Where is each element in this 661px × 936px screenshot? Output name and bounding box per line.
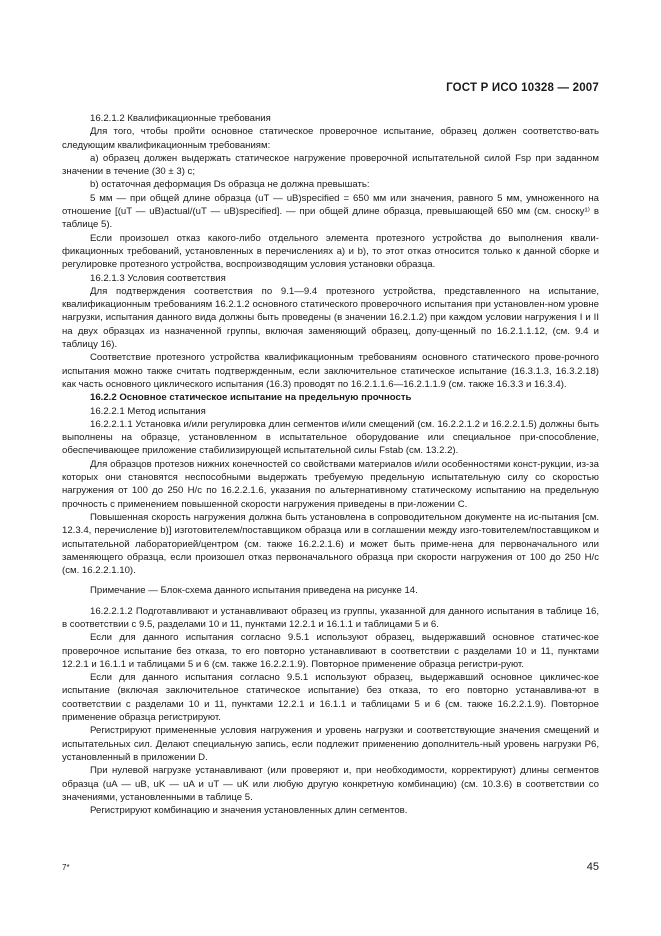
paragraph: 5 мм — при общей длине образца (uT — uB)specified = 650 мм или значения, равного 5 мм, умноженного на отношение [(uT — uB)actual/(uT — uB)specified]. — при общей длине образца, превышающей 650 мм (см. сноску¹⁾ в таблице 5). — [62, 192, 599, 231]
note: Примечание — Блок-схема данного испытания приведена на рисунке 14. — [90, 585, 418, 597]
sheet-mark: 7* — [62, 863, 70, 872]
paragraph: Регистрируют примененные условия нагружения и уровень нагрузки и соответствующие значения смещений и испытательных сил. Делают специальную запись, если подлежит применению дополнитель-ный уровень нагрузки P6, установленный в приложении D. — [62, 725, 599, 763]
page-number: 45 — [586, 861, 599, 873]
paragraph: 16.2.2.1.1 Установка и/или регулировка длин сегментов и/или смещений (см. 16.2.2.1.2 и 16.2.2.1.5) должны быть выполнены на образце, установленном в испытательное оборудование или специальное при-способление, обеспечивающее приложение стабилизирующей испытательной силы Fstab (см. 13.2.2). — [62, 418, 599, 457]
paragraph: Если для данного испытания согласно 9.5.1 используют образец, выдержавший основное цикличес-кое испытание (включая заключительное статическое испытание) без отказа, то его повторно устанавлива-ют в соответствии с разделами 10 и 11, пунктами 12.2.1 и 16.1.1 и таблицами 5 и 6 (см. также 16.2.2.1.9). Повторное применение образца регистрируют. — [62, 672, 599, 724]
paragraph: Для образцов протезов нижних конечностей со свойствами материалов и/или особенностями конст-рукции, из-за которых они становятся неспособными выдержать требуемую предельную испытательную силу со скоростью нагружения от 100 до 250 Н/с по 16.2.2.1.6, указания по альтернативному статическому испытанию на предельную прочность с применением повышенной скорости нагружения приведены в при-ложении С. — [62, 458, 599, 510]
document-header: ГОСТ Р ИСО 10328 — 2007 — [446, 82, 599, 94]
paragraph: Соответствие протезного устройства квалификационным требованиям основного статического прове-рочного испытания можно также считать подтвержденным, если заключительное статическое испытание (16.3.1.3, 16.3.2.18) как часть основного циклического испытания (16.3) проводят по 16.2.1.1.6—16.2.1.1.9 (см. также 16.3.3 и 16.3.4). — [62, 352, 599, 390]
paragraph: a) образец должен выдержать статическое нагружение проверочной испытательной силой Fsp при заданном значении в течение (30 ± 3) с; — [62, 152, 599, 178]
paragraph: Повышенная скорость нагружения должна быть установлена в сопроводительном документе на ис-пытания [см. 12.3.4, перечисление b)] изготовителем/поставщиком образца или в соглашении между изго-товителем/поставщиком и испытательной лабораторией/центром (см. также 16.2.2.1.6) и может быть приме-нена для первоначального или заменяющего образца, если произошел отказ первоначального образца при скорости нагружения от 100 до 250 Н/с (см. 16.2.2.1.10). — [62, 511, 599, 577]
paragraph: При нулевой нагрузке устанавливают (или проверяют и, при необходимости, корректируют) длины сегментов образца (uA — uB, uK — uA и uT — uK или любую другую конкретную комбинацию) (см. 10.3.6) в соответствии со значениями, установленными в таблице 5. — [62, 765, 599, 803]
paragraph: 16.2.2.1 Метод испытания — [90, 405, 206, 417]
section-heading: 16.2.2 Основное статическое испытание на предельную прочность — [90, 392, 412, 404]
paragraph: b) остаточная деформация Ds образца не должна превышать: — [90, 179, 370, 191]
paragraph: Если для данного испытания согласно 9.5.1 используют образец, выдержавший основное статичес-кое проверочное испытание без отказа, то его повторно устанавливают в соответствии с разделами 10 и 11, пунктами 12.2.1 и 16.1.1 и таблицами 5 и 6 (см. также 16.2.2.1.9). Повторное применение образца регистри-руют. — [62, 632, 599, 670]
paragraph: 16.2.2.1.2 Подготавливают и устанавливают образец из группы, указанной для данного испытания в таблице 16, в соответствии с 9.5, разделами 10 и 11, пунктами 12.2.1 и 16.1.1 и таблицами 5 и 6. — [62, 605, 599, 630]
paragraph: Если произошел отказ какого-либо отдельного элемента протезного устройства до выполнения квали-фикационных требований, установленных в перечислениях а) и b), то этот отказ относится только к данной сборке и регулировке протезного устройства, воспроизводящим условия установки образца. — [62, 232, 599, 271]
paragraph: Для того, чтобы пройти основное статическое проверочное испытание, образец должен соответство-вать следующим квалификационным требованиям: — [62, 126, 599, 151]
paragraph: 16.2.1.3 Условия соответствия — [90, 272, 226, 284]
paragraph: Регистрируют комбинацию и значения установленных длин сегментов. — [90, 805, 408, 817]
paragraph: Для подтверждения соответствия по 9.1—9.4 протезного устройства, представленного на испытание, квалификационным требованиям 16.2.1.2 основного статического проверочного испытания при установлен-ном уровне нагрузки, испытания данного вида должны быть проведены (в значении 16.2.1.2) при каждом условии нагружения I и II на двух образцах из назначенной группы, включая заменяющий образец, допу-щенный по 16.2.1.1.12, (см. 9.4 и таблицу 16). — [62, 285, 599, 351]
document-body — [62, 112, 599, 817]
paragraph: 16.2.1.2 Квалификационные требования — [90, 113, 271, 124]
